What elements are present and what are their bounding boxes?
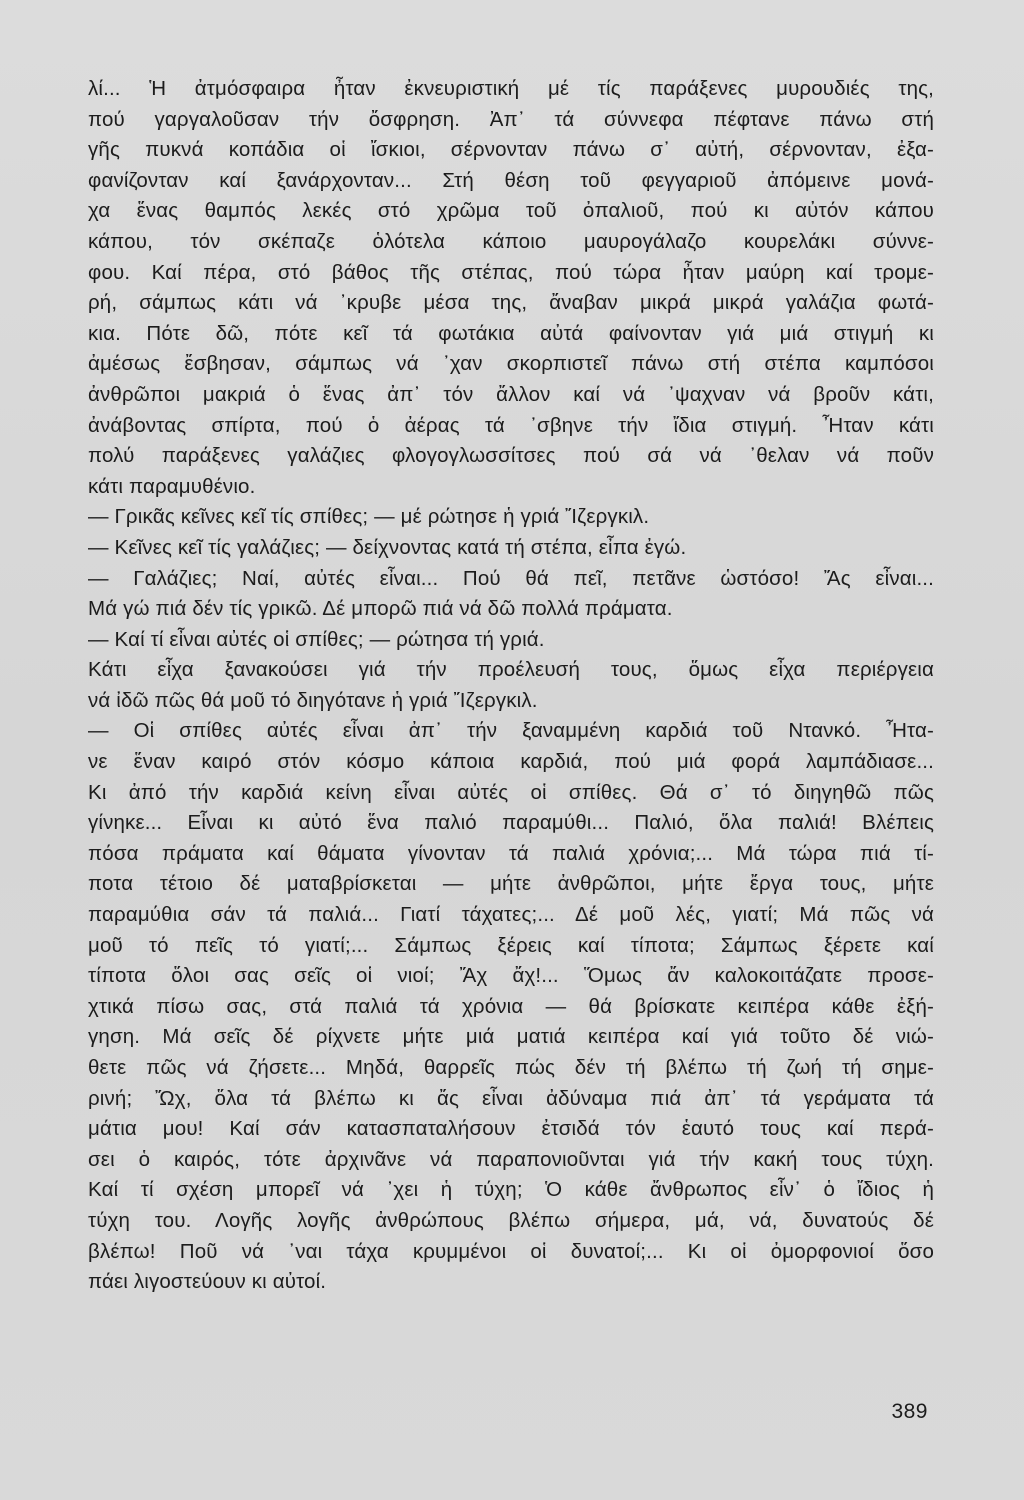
page-number: 389: [891, 1400, 928, 1423]
text-line: πού γαργαλοῦσαν τήν ὄσφρηση. Ἀπ᾽ τά σύννεφα πέφτανε πάνω στή: [88, 107, 934, 131]
text-line: — Κεῖνες κεῖ τίς γαλάζιες; — δείχνοντας κατά τή στέπα, εἶπα ἐγώ.: [88, 535, 687, 559]
text-line: γῆς πυκνά κοπάδια οἱ ἴσκιοι, σέρνονταν πάνω σ᾽ αὐτή, σέρνονταν, ἐξα-: [88, 138, 934, 162]
text-line: φανίζονταν καί ξανάρχονταν... Στή θέση τοῦ φεγγαριοῦ ἀπόμεινε μονά-: [88, 168, 934, 192]
text-line: Μά γώ πιά δέν τίς γρικῶ. Δέ μπορῶ πιά νά δῶ πολλά πράματα.: [88, 597, 673, 621]
text-line: νε ἕναν καιρό στόν κόσμο κάποια καρδιά, πού μιά φορά λαμπάδιασε...: [88, 750, 934, 774]
text-line: πάει λιγοστεύουν κι αὐτοί.: [88, 1270, 327, 1294]
text-line: πόσα πράματα καί θάματα γίνονταν τά παλιά χρόνια;... Μά τώρα πιά τί-: [88, 841, 934, 865]
text-line: γίνηκε... Εἶναι κι αὐτό ἕνα παλιό παραμύθι... Παλιό, ὅλα παλιά! Βλέπεις: [88, 811, 934, 835]
text-line: νά ἰδῶ πῶς θά μοῦ τό διηγότανε ἡ γριά Ἴζεργκιλ.: [88, 688, 538, 712]
text-line: κάτι παραμυθένιο.: [88, 474, 256, 498]
text-line: κια. Πότε δῶ, πότε κεῖ τά φωτάκια αὐτά φαίνονταν γιά μιά στιγμή κι: [88, 321, 934, 345]
text-line: χα ἕνας θαμπός λεκές στό χρῶμα τοῦ ὀπαλιοῦ, πού κι αὐτόν κάπου: [88, 199, 934, 223]
text-line: — Γαλάζιες; Ναί, αὐτές εἶναι... Πού θά πεῖ, πετᾶνε ὡστόσο! Ἄς εἶναι...: [88, 566, 934, 590]
text-line: σει ὁ καιρός, τότε ἀρχινᾶνε νά παραπονιοῦνται γιά τήν κακή τους τύχη.: [88, 1147, 934, 1171]
text-line: χτικά πίσω σας, στά παλιά τά χρόνια — θά βρίσκατε κειπέρα κάθε ἐξή-: [88, 994, 934, 1018]
text-line: βλέπω! Ποῦ νά ᾽ναι τάχα κρυμμένοι οἱ δυνατοί;... Κι οἱ ὀμορφονιοί ὅσο: [88, 1239, 934, 1263]
text-line: Καί τί σχέση μπορεῖ νά ᾽χει ἡ τύχη; Ὁ κάθε ἄνθρωπος εἶν᾽ ὁ ἴδιος ἡ: [88, 1178, 934, 1202]
text-line: πολύ παράξενες γαλάζιες φλογογλωσσίτσες πού σά νά ᾽θελαν νά ποῦν: [88, 444, 934, 468]
text-line: γηση. Μά σεῖς δέ ρίχνετε μήτε μιά ματιά κειπέρα καί γιά τοῦτο δέ νιώ-: [88, 1025, 934, 1049]
text-line: ἀνθρῶποι μακριά ὁ ἕνας ἀπ᾽ τόν ἄλλον καί νά ᾽ψαχναν νά βροῦν κάτι,: [88, 382, 934, 406]
text-line: Κάτι εἶχα ξανακούσει γιά τήν προέλευσή τους, ὅμως εἶχα περιέργεια: [88, 658, 934, 682]
text-line: τύχη του. Λογῆς λογῆς ἀνθρώπους βλέπω σήμερα, μά, νά, δυνατούς δέ: [88, 1208, 934, 1232]
text-line: ἀμέσως ἔσβησαν, σάμπως νά ᾽χαν σκορπιστεῖ πάνω στή στέπα καμπόσοι: [88, 352, 934, 376]
text-line: μάτια μου! Καί σάν κατασπαταλήσουν ἐτσιδά τόν ἑαυτό τους καί περά-: [88, 1117, 934, 1141]
text-line: ρινή; Ὤχ, ὅλα τά βλέπω κι ἄς εἶναι ἀδύναμα πιά ἀπ᾽ τά γεράματα τά: [88, 1086, 934, 1110]
text-line: λί... Ἡ ἀτμόσφαιρα ἦταν ἐκνευριστική μέ τίς παράξενες μυρουδιές της,: [88, 77, 934, 100]
text-line: μοῦ τό πεῖς τό γιατί;... Σάμπως ξέρεις καί τίποτα; Σάμπως ξέρετε καί: [88, 933, 934, 957]
text-line: — Καί τί εἶναι αὐτές οἱ σπίθες; — ρώτησα τή γριά.: [88, 627, 545, 651]
text-line: — Οἱ σπίθες αὐτές εἶναι ἀπ᾽ τήν ξαναμμένη καρδιά τοῦ Ντανκό. Ἦτα-: [88, 719, 934, 743]
text-line: φου. Καί πέρα, στό βάθος τῆς στέπας, πού τώρα ἦταν μαύρη καί τρομε-: [88, 260, 934, 284]
text-line: ἀνάβοντας σπίρτα, πού ὁ ἀέρας τά ᾽σβηνε τήν ἴδια στιγμή. Ἦταν κάτι: [88, 413, 934, 437]
text-line: τίποτα ὅλοι σας σεῖς οἱ νιοί; Ἄχ ἄχ!... Ὅμως ἄν καλοκοιτάζατε προσε-: [88, 964, 934, 988]
text-line: παραμύθια σάν τά παλιά... Γιατί τάχατες;... Δέ μοῦ λές, γιατί; Μά πῶς νά: [88, 903, 934, 927]
text-line: Κι ἀπό τήν καρδιά κείνη εἶναι αὐτές οἱ σπίθες. Θά σ᾽ τό διηγηθῶ πῶς: [88, 780, 934, 804]
text-line: ρή, σάμπως κάτι νά ᾽κρυβε μέσα της, ἄναβαν μικρά μικρά γαλάζια φωτά-: [88, 291, 934, 315]
body-text: [88, 74, 934, 1298]
text-line: ποτα τέτοιο δέ ματαβρίσκεται — μήτε ἀνθρῶποι, μήτε ἔργα τους, μήτε: [88, 872, 934, 896]
text-line: θετε πῶς νά ζήσετε... Μηδά, θαρρεῖς πώς δέν τή βλέπω τή ζωή τή σημε-: [88, 1056, 934, 1079]
text-line: — Γρικᾶς κεῖνες κεῖ τίς σπίθες; — μέ ρώτησε ἡ γριά Ἴζεργκιλ.: [88, 505, 650, 529]
text-line: κάπου, τόν σκέπαζε ὁλότελα κάποιο μαυρογάλαζο κουρελάκι σύννε-: [88, 229, 934, 253]
